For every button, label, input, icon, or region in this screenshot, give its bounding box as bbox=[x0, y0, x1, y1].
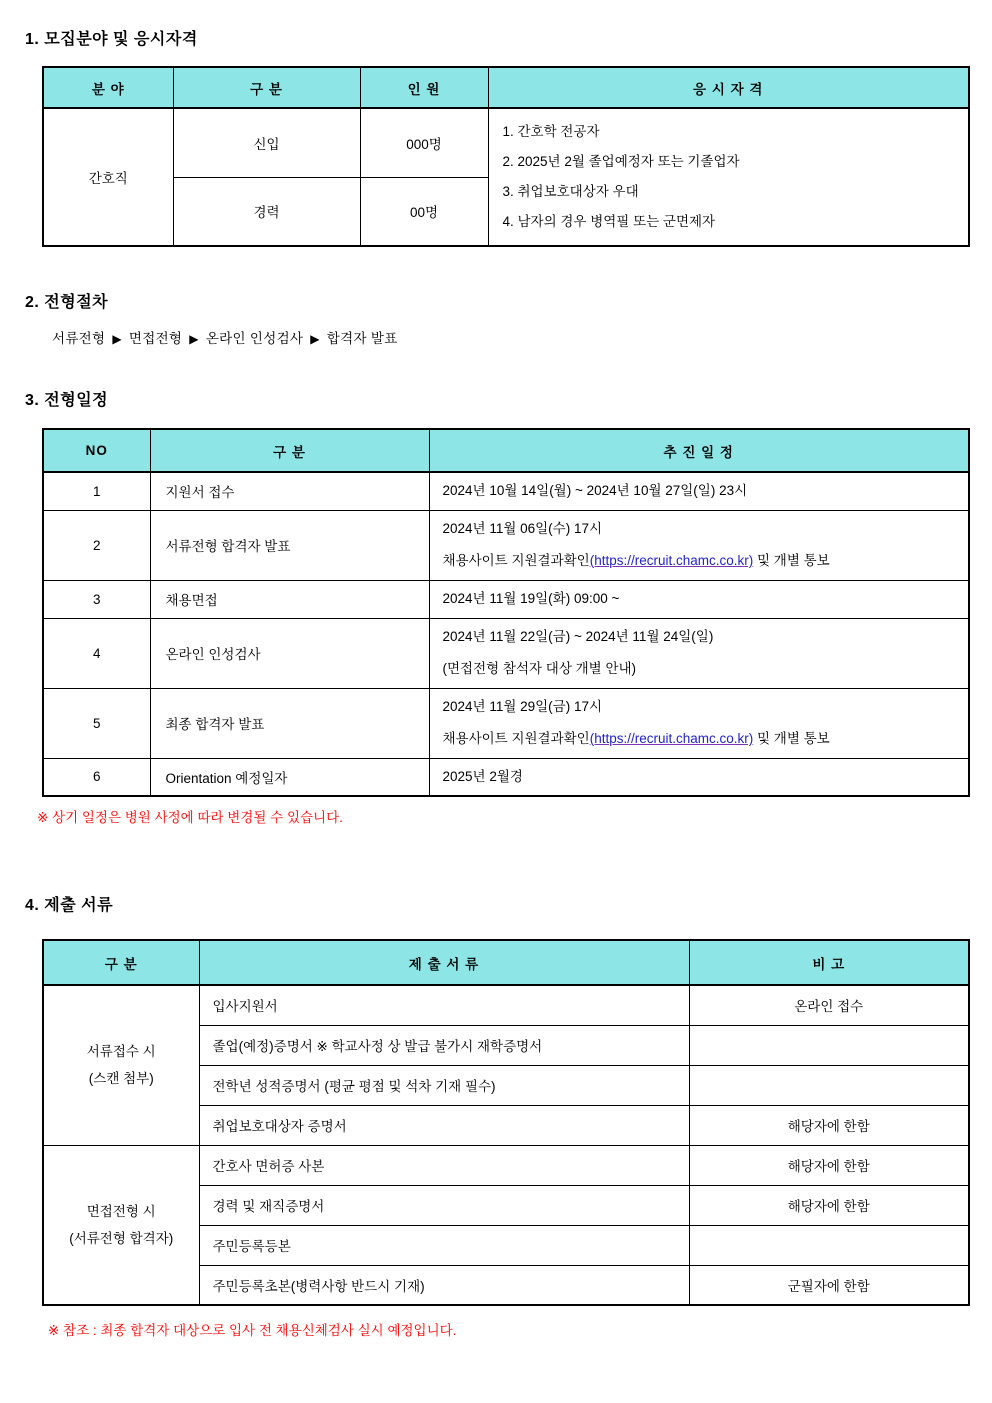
schedule-line: 2024년 11월 06일(수) 17시 bbox=[442, 521, 603, 536]
document-cell: 입사지원서 bbox=[199, 985, 689, 1025]
schedule-line bbox=[443, 545, 968, 577]
remark-cell bbox=[689, 1065, 969, 1105]
document-row bbox=[43, 985, 969, 1025]
process-steps bbox=[52, 327, 992, 347]
schedule-row bbox=[43, 688, 969, 758]
qualification-item: 3. 취업보호대상자 우대 bbox=[502, 184, 639, 199]
document-cell: 취업보호대상자 증명서 bbox=[199, 1105, 689, 1145]
schedule-line: 2024년 11월 22일(금) ~ 2024년 11월 24일(일) bbox=[442, 629, 714, 644]
schedule-cell bbox=[429, 472, 969, 510]
col-header-no: NO bbox=[43, 429, 150, 472]
group-label: 서류접수 시 bbox=[86, 1044, 156, 1060]
schedule-line: (면접전형 참석자 대상 개별 안내) bbox=[442, 661, 637, 676]
section2-title: 2. 전형절차 bbox=[25, 294, 109, 311]
count-cell: 000명 bbox=[360, 108, 488, 177]
document-cell: 주민등록등본 bbox=[199, 1225, 689, 1265]
medical-exam-note: ※ 참조 : 최종 합격자 대상으로 입사 전 채용신체검사 실시 예정입니다. bbox=[48, 1323, 457, 1338]
remark-cell: 해당자에 한함 bbox=[689, 1145, 969, 1185]
category-cell: 온라인 인성검사 bbox=[150, 618, 429, 688]
table-header-row bbox=[43, 429, 969, 472]
schedule-cell bbox=[429, 580, 969, 618]
schedule-row bbox=[43, 580, 969, 618]
schedule-cell bbox=[429, 688, 969, 758]
schedule-row bbox=[43, 510, 969, 580]
schedule-change-note: ※ 상기 일정은 병원 사정에 따라 변경될 수 있습니다. bbox=[37, 810, 343, 825]
qualifications-cell bbox=[488, 108, 969, 246]
schedule-row bbox=[43, 758, 969, 796]
schedule-text: 채용사이트 지원결과확인 bbox=[442, 553, 590, 568]
col-header-type: 구 분 bbox=[173, 67, 360, 108]
group-label: 면접전형 시 bbox=[86, 1203, 156, 1219]
remark-cell bbox=[689, 1025, 969, 1065]
right-triangle-icon: ▶ bbox=[189, 332, 199, 346]
process-step: 서류전형 bbox=[52, 331, 106, 346]
col-header-category: 구 분 bbox=[150, 429, 429, 472]
documents-table bbox=[42, 939, 970, 1306]
table-header-row bbox=[43, 67, 969, 108]
section1-title: 1. 모집분야 및 응시자격 bbox=[25, 31, 198, 48]
col-header-qualification: 응 시 자 격 bbox=[488, 67, 969, 108]
category-cell: 채용면접 bbox=[150, 580, 429, 618]
no-cell: 4 bbox=[43, 618, 150, 688]
remark-cell: 해당자에 한함 bbox=[689, 1185, 969, 1225]
section3-title: 3. 전형일정 bbox=[25, 392, 109, 409]
group-cell-submission bbox=[43, 985, 199, 1145]
qualification-item: 4. 남자의 경우 병역필 또는 군면제자 bbox=[502, 214, 716, 229]
process-step: 온라인 인성검사 bbox=[205, 331, 304, 346]
recruit-field-table bbox=[42, 66, 970, 247]
process-step: 면접전형 bbox=[128, 331, 183, 346]
no-cell: 3 bbox=[43, 580, 150, 618]
schedule-cell bbox=[429, 758, 969, 796]
schedule-cell bbox=[429, 510, 969, 580]
table-header-row bbox=[43, 940, 969, 985]
schedule-row bbox=[43, 472, 969, 510]
category-cell: 서류전형 합격자 발표 bbox=[150, 510, 429, 580]
no-cell: 5 bbox=[43, 688, 150, 758]
document-cell: 전학년 성적증명서 (평균 평점 및 석차 기재 필수) bbox=[199, 1065, 689, 1105]
category-cell: 지원서 접수 bbox=[150, 472, 429, 510]
schedule-line: 2024년 10월 14일(월) ~ 2024년 10월 27일(일) 23시 bbox=[442, 483, 748, 499]
process-step: 합격자 발표 bbox=[326, 331, 398, 346]
col-header-count: 인 원 bbox=[360, 67, 488, 108]
col-header-documents: 제 출 서 류 bbox=[199, 940, 689, 985]
col-header-schedule: 추 진 일 정 bbox=[429, 429, 969, 472]
col-header-category: 구 분 bbox=[43, 940, 199, 985]
schedule-text: 채용사이트 지원결과확인 bbox=[442, 731, 590, 746]
recruit-site-link[interactable]: (https://recruit.chamc.co.kr) bbox=[589, 731, 754, 746]
col-header-field: 분 야 bbox=[43, 67, 173, 108]
count-cell: 00명 bbox=[360, 177, 488, 246]
schedule-row bbox=[43, 618, 969, 688]
document-cell: 주민등록초본(병력사항 반드시 기재) bbox=[199, 1265, 689, 1305]
qualification-item: 2. 2025년 2월 졸업예정자 또는 기졸업자 bbox=[502, 154, 740, 169]
field-cell: 간호직 bbox=[43, 108, 173, 246]
schedule-line: 2024년 11월 19일(화) 09:00 ~ bbox=[442, 591, 620, 606]
qualification-item: 1. 간호학 전공자 bbox=[502, 124, 600, 139]
col-header-remarks: 비 고 bbox=[689, 940, 969, 985]
schedule-line: 2025년 2월경 bbox=[442, 768, 523, 784]
remark-cell: 해당자에 한함 bbox=[689, 1105, 969, 1145]
category-cell: Orientation 예정일자 bbox=[150, 758, 429, 796]
group-label: (서류전형 합격자) bbox=[69, 1230, 174, 1246]
document-cell: 경력 및 재직증명서 bbox=[199, 1185, 689, 1225]
schedule-cell bbox=[429, 618, 969, 688]
schedule-table bbox=[42, 428, 970, 797]
document-row bbox=[43, 1145, 969, 1185]
document-cell: 간호사 면허증 사본 bbox=[199, 1145, 689, 1185]
type-cell: 경력 bbox=[173, 177, 360, 246]
section4-title: 4. 제출 서류 bbox=[25, 897, 114, 914]
right-triangle-icon: ▶ bbox=[112, 332, 122, 346]
type-cell: 신입 bbox=[173, 108, 360, 177]
remark-cell bbox=[689, 1225, 969, 1265]
category-cell: 최종 합격자 발표 bbox=[150, 688, 429, 758]
remark-cell: 온라인 접수 bbox=[689, 985, 969, 1025]
schedule-line bbox=[443, 723, 968, 755]
no-cell: 2 bbox=[43, 510, 150, 580]
schedule-text: 및 개별 통보 bbox=[753, 731, 830, 746]
schedule-text: 및 개별 통보 bbox=[753, 553, 830, 568]
no-cell: 6 bbox=[43, 758, 150, 796]
group-cell-interview bbox=[43, 1145, 199, 1305]
remark-cell: 군필자에 한함 bbox=[689, 1265, 969, 1305]
no-cell: 1 bbox=[43, 472, 150, 510]
document-cell: 졸업(예정)증명서 ※ 학교사정 상 발급 불가시 재학증명서 bbox=[199, 1025, 689, 1065]
right-triangle-icon: ▶ bbox=[310, 332, 320, 346]
recruit-site-link[interactable]: (https://recruit.chamc.co.kr) bbox=[589, 553, 754, 568]
group-label: (스캔 첨부) bbox=[88, 1071, 154, 1087]
table-row bbox=[43, 108, 969, 177]
schedule-line: 2024년 11월 29일(금) 17시 bbox=[442, 699, 603, 714]
